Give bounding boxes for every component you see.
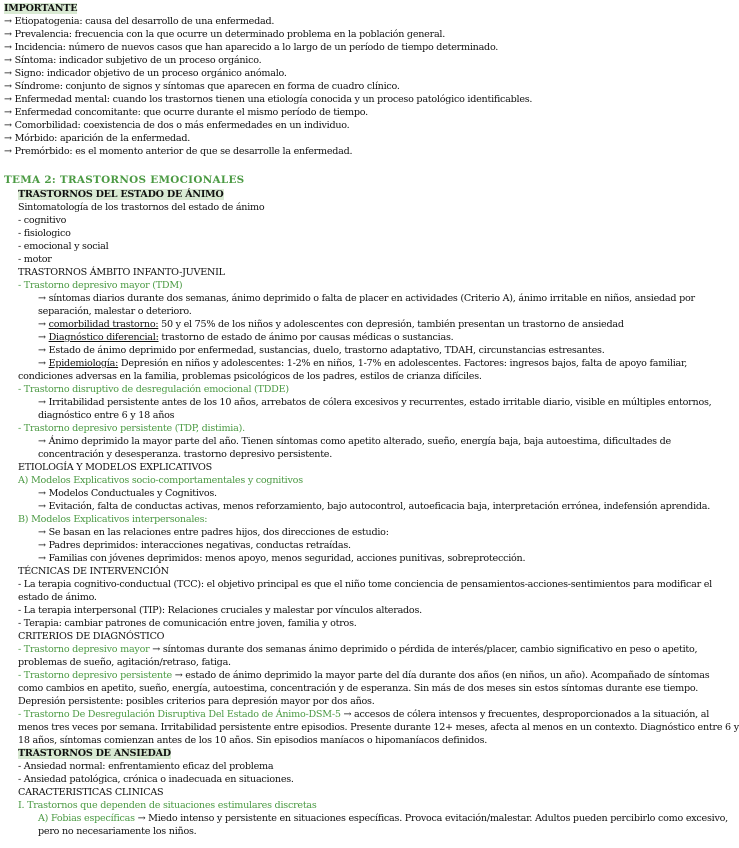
tecnica-item: - Terapia: cambiar patrones de comunicación entre joven, familia y otros. bbox=[18, 618, 357, 629]
arrow-icon: → bbox=[4, 16, 12, 27]
tdm-comorbilidad: → comorbilidad trastorno: 50 y el 75% de los niños y adolescentes con depresión, también presentan un trastorno de ansiedad bbox=[38, 319, 624, 330]
definition-item bbox=[4, 67, 532, 80]
arrow-icon: → bbox=[4, 29, 12, 40]
dimension-item: - emocional y social bbox=[18, 241, 109, 252]
etiologia-heading: ETIOLOGÍA Y MODELOS EXPLICATIVOS bbox=[18, 462, 212, 473]
definition-term: Comorbilidad: bbox=[14, 120, 81, 131]
tdm-point-cont: separación, malestar o deterioro. bbox=[38, 306, 192, 317]
modelo-a-point: → Evitación, falta de conductas activas, menos reforzamiento, bajo autocontrol, autoeficacia baja, interpretación errónea, indefensión aprendida. bbox=[38, 501, 711, 512]
estado-animo-section bbox=[18, 188, 739, 838]
arrow-icon: → bbox=[4, 133, 12, 144]
definition-term: Enfermedad concomitante: bbox=[14, 107, 141, 118]
arrow-icon: → bbox=[4, 55, 12, 66]
sintomatologia-label: Sintomatología de los trastornos del estado de ánimo bbox=[18, 202, 265, 213]
arrow-icon: → bbox=[4, 146, 12, 157]
definition-text: aparición de la enfermedad. bbox=[57, 133, 191, 144]
definition-item bbox=[4, 132, 532, 145]
criterio-tdde-cont: 18 años, síntomas comienzan antes de los 10 años. Sin episodios maníacos o hipomaníacos definidos. bbox=[18, 735, 488, 746]
definition-item bbox=[4, 41, 532, 54]
criterio-tdm-cont: problemas de sueño, agitación/retraso, fatiga. bbox=[18, 657, 231, 668]
criterios-heading: CRITERIOS DE DIAGNÓSTICO bbox=[18, 631, 165, 642]
definition-text: causa del desarrollo de una enfermedad. bbox=[82, 16, 275, 27]
arrow-icon: → bbox=[4, 120, 12, 131]
important-heading: IMPORTANTE bbox=[4, 3, 78, 14]
definition-term: Signo: bbox=[14, 68, 45, 79]
tdde-label: - Trastorno disruptivo de desregulación emocional (TDDE) bbox=[18, 384, 289, 395]
definition-text: es el momento anterior de que se desarrolle la enfermedad. bbox=[72, 146, 353, 157]
modelo-a-point: → Modelos Conductuales y Cognitivos. bbox=[38, 488, 217, 499]
caracteristicas-heading: CARACTERISTICAS CLINICAS bbox=[18, 787, 164, 798]
definition-text: que ocurre durante el mismo período de tiempo. bbox=[140, 107, 368, 118]
definition-text: número de nuevos casos que han aparecido a lo largo de un período de tiempo determinado. bbox=[65, 42, 499, 53]
tdm-diagnostico: → Diagnóstico diferencial: trastorno de estado de ánimo por causas médicas o sustancias. bbox=[38, 332, 454, 343]
definition-text: indicador objetivo de un proceso orgánico anómalo. bbox=[44, 68, 287, 79]
tecnica-item: - La terapia cognitivo-conductual (TCC): el objetivo principal es que el niño tome conciencia de pensamientos-acciones-sentimientos para modificar el bbox=[18, 579, 712, 590]
modelo-a-label: A) Modelos Explicativos socio-comportamentales y cognitivos bbox=[18, 475, 303, 486]
criterio-tdp-cont: Depresión persistente: posibles criterios para depresión mayor por dos años. bbox=[18, 696, 375, 707]
criterio-tdp: - Trastorno depresivo persistente → estado de ánimo deprimido la mayor parte del día durante dos años (en niños, un año). Acompañado de síntomas bbox=[18, 670, 710, 681]
fobias-item: A) Fobias específicas → Miedo intenso y persistente en situaciones específicas. Provoca evitación/malestar. Adultos pueden percibirlo como excesivo, bbox=[38, 813, 728, 824]
definition-item bbox=[4, 106, 532, 119]
dimension-item: - fisiologico bbox=[18, 228, 71, 239]
definition-text: cuando los trastornos tienen una etiología conocida y un proceso patológico identificables. bbox=[109, 94, 533, 105]
definitions-list bbox=[4, 15, 532, 158]
arrow-icon: → bbox=[4, 68, 12, 79]
criterio-tdp-cont: como cambios en apetito, sueño, energía, autoestima, concentración y de esperanza. Sin más de dos meses sin estos síntomas durante ese tiempo. bbox=[18, 683, 699, 694]
tdde-point-cont: diagnóstico entre 6 y 18 años bbox=[38, 410, 175, 421]
tdm-epidemiologia: → Epidemiología: Depresión en niños y adolescentes: 1-2% en niños, 1-7% en adolescentes. Factores: ingresos bajos, falta de apoyo familiar, bbox=[38, 358, 688, 369]
definition-term: Premórbido: bbox=[14, 146, 73, 157]
criterio-tdde-cont: menos tres veces por semana. Irritabilidad persistente entre episodios. Presente durante 12+ meses, afecta al menos en un contexto. Diagnóstico entre 6 y bbox=[18, 722, 739, 733]
definition-term: Mórbido: bbox=[14, 133, 58, 144]
tecnica-item: - La terapia interpersonal (TIP): Relaciones cruciales y malestar por vínculos alterados. bbox=[18, 605, 422, 616]
criterio-tdde: - Trastorno De Desregulación Disruptiva Del Estado de Ánimo-DSM-5 → accesos de cólera intensos y frecuentes, desproporcionados a la situación, al bbox=[18, 709, 710, 720]
tdm-label: - Trastorno depresivo mayor (TDM) bbox=[18, 280, 183, 291]
ansiedad-item: - Ansiedad patológica, crónica o inadecuada en situaciones. bbox=[18, 774, 294, 785]
modelo-b-label: B) Modelos Explicativos interpersonales: bbox=[18, 514, 208, 525]
fobias-item-cont: pero no necesariamente los niños. bbox=[38, 826, 197, 837]
criterio-tdm: - Trastorno depresivo mayor → síntomas durante dos semanas ánimo deprimido o pérdida de interés/placer, cambio significativo en peso o apetito, bbox=[18, 644, 698, 655]
definition-term: Incidencia: bbox=[14, 42, 66, 53]
definition-text: indicador subjetivo de un proceso orgánico. bbox=[56, 55, 262, 66]
ansiedad-item: - Ansiedad normal: enfrentamiento eficaz del problema bbox=[18, 761, 274, 772]
definition-term: Síntoma: bbox=[14, 55, 57, 66]
modelo-b-point: → Padres deprimidos: interacciones negativas, conductas retraídas. bbox=[38, 540, 351, 551]
tecnicas-heading: TÉCNICAS DE INTERVENCIÓN bbox=[18, 566, 169, 577]
tdp-label: - Trastorno depresivo persistente (TDP, distimia). bbox=[18, 423, 245, 434]
dimension-item: - motor bbox=[18, 254, 52, 265]
definition-item bbox=[4, 54, 532, 67]
definition-text: frecuencia con la que ocurre un determinado problema en la población general. bbox=[71, 29, 446, 40]
definition-term: Etiopatogenia: bbox=[14, 16, 83, 27]
tdp-point-cont: concentración y desesperanza. trastorno depresivo persistente. bbox=[38, 449, 333, 460]
definition-item bbox=[4, 145, 532, 158]
dimension-item: - cognitivo bbox=[18, 215, 67, 226]
definition-term: Prevalencia: bbox=[14, 29, 72, 40]
tdp-point: → Ánimo deprimido la mayor parte del año. Tienen síntomas como apetito alterado, sueño, energía baja, baja autoestima, dificultades de bbox=[38, 436, 671, 447]
infanto-heading: TRASTORNOS ÁMBITO INFANTO-JUVENIL bbox=[18, 267, 225, 278]
definition-term: Enfermedad mental: bbox=[14, 94, 110, 105]
arrow-icon: → bbox=[4, 81, 12, 92]
modelo-b-point: → Familias con jóvenes deprimidos: menos apoyo, menos seguridad, acciones punitivas, sobreprotección. bbox=[38, 553, 526, 564]
trastornos-discretos-label: I. Trastornos que dependen de situaciones estimulares discretas bbox=[18, 800, 317, 811]
arrow-icon: → bbox=[4, 94, 12, 105]
estado-animo-heading: TRASTORNOS DEL ESTADO DE ÁNIMO bbox=[18, 189, 224, 200]
definition-item bbox=[4, 80, 532, 93]
tdm-point: → síntomas diarios durante dos semanas, ánimo deprimido o falta de placer en actividades (Criterio A), ánimo irritable en niños, ansiedad por bbox=[38, 293, 695, 304]
definition-text: coexistencia de dos o más enfermedades en un individuo. bbox=[80, 120, 350, 131]
definition-term: Síndrome: bbox=[14, 81, 63, 92]
definition-item bbox=[4, 28, 532, 41]
tecnica-item-cont: estado de ánimo. bbox=[18, 592, 97, 603]
tdde-point: → Irritabilidad persistente antes de los 10 años, arrebatos de cólera excesivos y recurrentes, estado irritable diario, visible en múltiples entornos, bbox=[38, 397, 712, 408]
ansiedad-heading: TRASTORNOS DE ANSIEDAD bbox=[18, 748, 171, 759]
definition-item bbox=[4, 15, 532, 28]
topic-title: TEMA 2: TRASTORNOS EMOCIONALES bbox=[4, 174, 245, 186]
modelo-b-point: → Se basan en las relaciones entre padres hijos, dos direcciones de estudio: bbox=[38, 527, 389, 538]
tdm-point: → Estado de ánimo deprimido por enfermedad, sustancias, duelo, trastorno adaptativo, TDAH, circunstancias estresantes. bbox=[38, 345, 605, 356]
definition-item bbox=[4, 93, 532, 106]
arrow-icon: → bbox=[4, 42, 12, 53]
arrow-icon: → bbox=[4, 107, 12, 118]
tdm-epidemiologia-cont: condiciones adversas en la familia, problemas psicológicos de los padres, estilos de crianza difíciles. bbox=[18, 371, 482, 382]
definition-text: conjunto de signos y síntomas que aparecen en forma de cuadro clínico. bbox=[62, 81, 400, 92]
definition-item bbox=[4, 119, 532, 132]
